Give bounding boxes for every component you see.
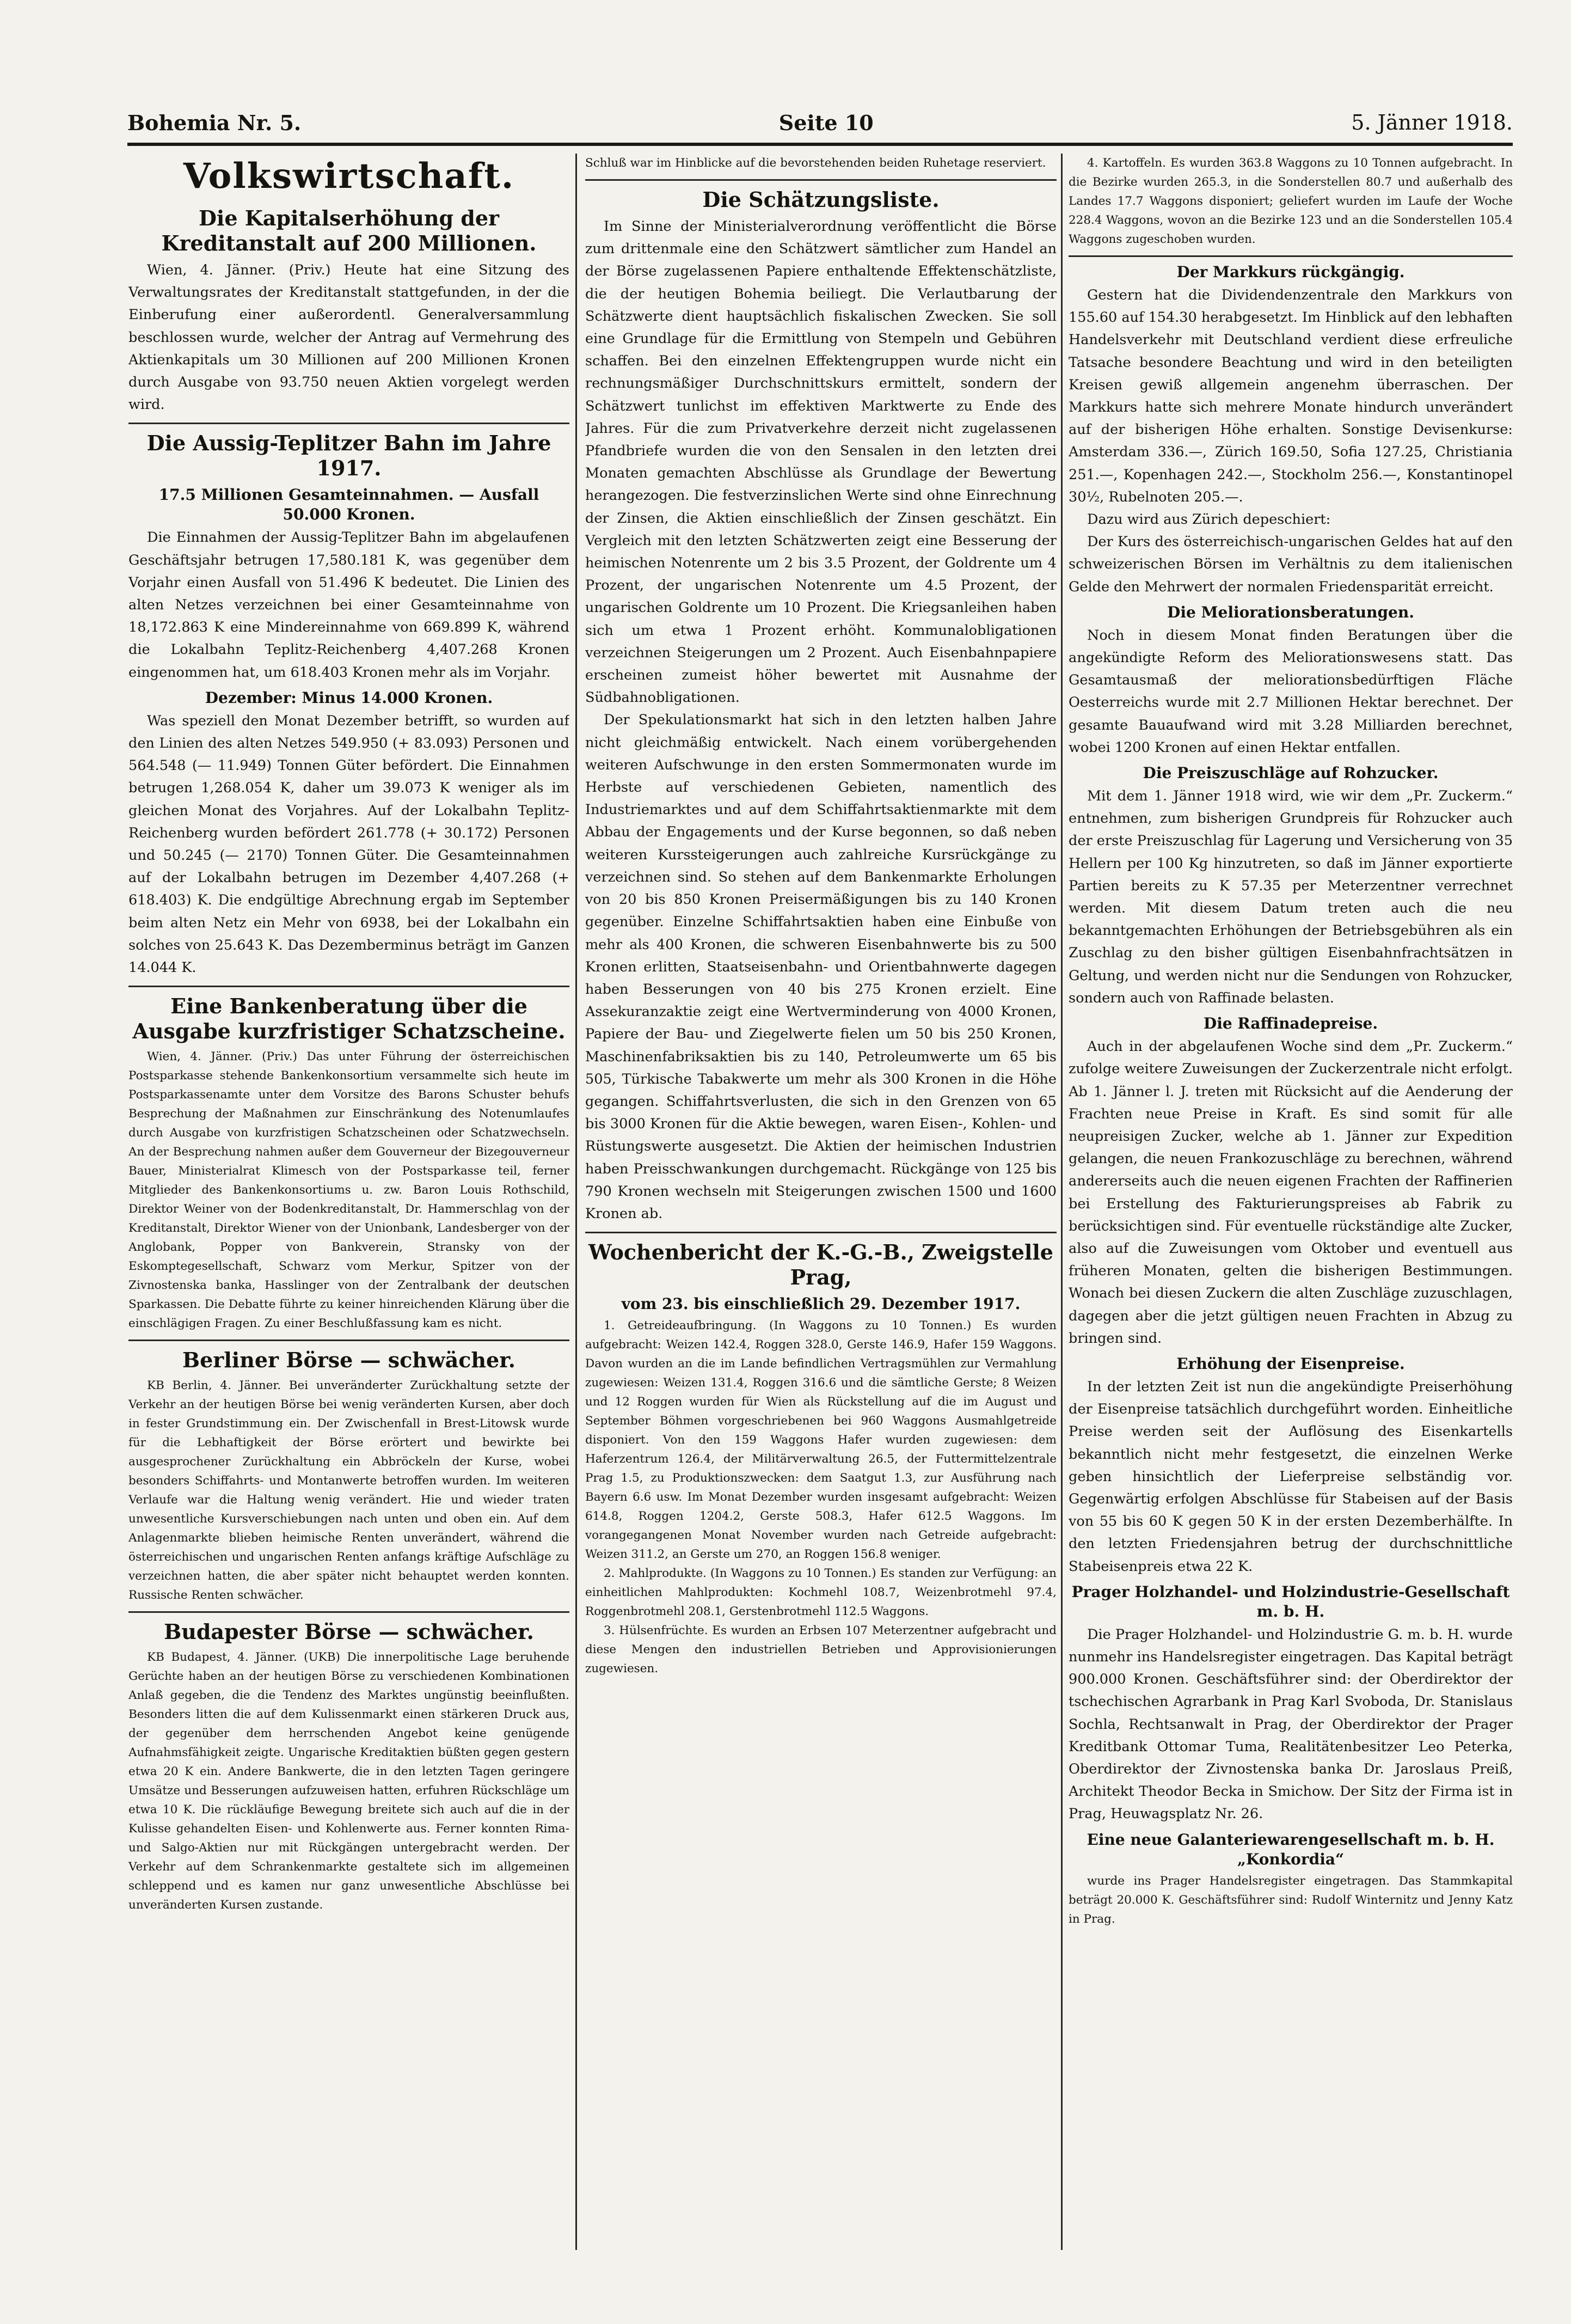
article-headline: Prager Holzhandel- und Holzindustrie-Gesellschaft m. b. H. bbox=[1071, 1582, 1510, 1620]
article-text: 2. Mahlprodukte. (In Waggons zu 10 Tonnen.) Es standen zur Verfügung: an einheitlichen Mahlprodukten: Kochmehl 108.7, Weizenbrotmehl 97.4, Roggenbrotmehl 208.1, Gerstenbrotmehl 112.5 Waggons. bbox=[585, 1567, 1057, 1619]
article-text: Was speziell den Monat Dezember betrifft, so wurden auf den Linien des alten Netzes 549.950 (+ 83.093) Personen und 564.548 (— 11.949) Tonnen Güter befördert. Die Einnahmen betrugen 1,268.054 K, daher um 39.073 K weniger als im gleichen Monat des Vorjahres. Auf der Lokalbahn Teplitz-Reichenberg wurden befördert 261.778 (+ 30.172) Personen und 50.245 (— 2170) Tonnen Güter. Die Gesamteinnahmen auf der Lokalbahn betrugen im Dezember 4,407.268 (+ 618.403) K. Die endgültige Abrechnung ergab im September beim alten Netz ein Mehr von 6938, bei der Lokalbahn ein solches von 25.643 K. Das Dezemberminus beträgt im Ganzen 14.044 K. bbox=[128, 712, 569, 976]
article-text: Die Einnahmen der Aussig-Teplitzer Bahn im abgelaufenen Geschäftsjahr betrugen 17,580.181 K, was gegenüber dem Vorjahr einen Ausfall von 51.496 K bedeutet. Die Linien des alten Netzes verzeichnen bei einer Gesamteinnahme von 18,172.863 K eine Mindereinnahme von 669.899 K, während die Lokalbahn Teplitz-Reichenberg 4,407.268 Kronen eingenommen hat, um 618.403 Kronen mehr als im Vorjahr. bbox=[128, 529, 569, 681]
article-headline: Berliner Börse — schwächer. bbox=[182, 1348, 516, 1373]
article-text: Gestern hat die Dividendenzentrale den Markkurs von 155.60 auf 154.30 herabgesetzt. Im Hinblick auf den lebhaften Handelsverkehr mit Deutschland verdient diese erfreuliche Tatsache besondere Beachtung und wird in den beteiligten Kreisen gewiß allgemein angenehm überraschen. Der Markkurs hatte sich mehrere Monate hindurch unverändert auf der bisherigen Höhe erhalten. Sonstige Devisenkurse: Amsterdam 336.—, Zürich 169.50, Sofia 127.25, Christiania 251.—, Kopenhagen 242.—, Stockholm 256.—, Konstantinopel 30½, Rubelnoten 205.—. bbox=[1069, 287, 1513, 505]
article-text: Schluß war im Hinblicke auf die bevorstehenden beiden Ruhetage reserviert. bbox=[585, 156, 1046, 170]
article-separator bbox=[128, 986, 569, 987]
article-headline: Budapester Börse — schwächer. bbox=[164, 1619, 534, 1644]
article-text: Der Spekulationsmarkt hat sich in den letzten halben Jahre nicht gleichmäßig entwickelt. Nach einem vorübergehenden weiteren Aufschwunge in den ersten Sommermonaten wurde im Herbste auf verschiedenen Gebieten, namentlich des Industriemarktes und auf dem Schiffahrtsaktienmarkte mit dem Abbau der Engagements und der Kurse begonnen, so daß neben weiteren Kurssteigerungen auch zahlreiche Kursrückgänge zu verzeichnen sind. So stehen auf dem Bankenmarkte Erholungen von 20 bis 850 Kronen Preisermäßigungen bis zu 140 Kronen gegenüber. Einzelne Schiffahrtsaktien haben eine Einbuße von mehr als 400 Kronen, die schweren Eisenbahnwerte bis zu 500 Kronen erlitten, Staatseisenbahn- und Orientbahnwerte dagegen haben Besserungen von 40 bis 275 Kronen erzielt. Eine Assekuranzaktie zeigt eine Wertverminderung von 4000 Kronen, Papiere der Bau- und Ziegelwerte fielen um 50 bis 250 Kronen, Maschinenfabriksaktien bis zu 140, Petroleumwerte um 65 bis 505, Türkische Tabakwerte um mehr als 300 Kronen in die Höhe gegangen. Schiffahrtsverlusten, die sich in den Grenzen von 65 bis 3000 Kronen für die Aktie bewegen, waren Eisen-, Kohlen- und Rüstungswerte ausgesetzt. Die Aktien der heimischen Industrien haben Preisschwankungen durchgemacht. Rückgänge von 125 bis 790 Kronen wechseln mit Steigerungen zwischen 1500 und 1600 Kronen ab. bbox=[585, 712, 1057, 1222]
article-text: wurde ins Prager Handelsregister eingetragen. Das Stammkapital beträgt 20.000 K. Geschäftsführer sind: Rudolf Winternitz und Jenny Katz in Prag. bbox=[1069, 1874, 1513, 1926]
article-subheadline: 17.5 Millionen Gesamteinnahmen. — Ausfall 50.000 Kronen. bbox=[158, 486, 539, 524]
article-text: KB Budapest, 4. Jänner. (UKB) Die innerpolitische Lage beruhende Gerüchte haben an der heutigen Börse zu verschiedenen Kombinationen Anlaß gegeben, die die Tendenz des Marktes ungünstig beeinflußten. Besonders litten die auf dem Kulissenmarkt einen stärkeren Druck aus, der gegenüber dem herrschenden Angebot keine genügende Aufnahmsfähigkeit zeigte. Ungarische Kreditaktien büßten gegen gestern etwa 20 K ein. Andere Bankwerte, die in den letzten Tagen geringere Umsätze und Besserungen aufzuweisen hatten, erfuhren Rückschläge um etwa 10 K. Die rückläufige Bewegung breitete sich auch auf die in der Kulisse gehandelten Eisen- und Kohlenwerte aus. Ferner konnten Rima- und Salgo-Aktien nur mit Rückgängen untergebracht werden. Der Verkehr auf dem Schrankenmarkte gestaltete sich im allgemeinen schleppend und es kamen nur ganz unwesentliche Abschlüsse bei unveränderten Kursen zustande. bbox=[128, 1650, 569, 1912]
article-separator bbox=[585, 1232, 1057, 1233]
article-text: Auch in der abgelaufenen Woche sind dem „Pr. Zuckerm.“ zufolge weitere Zuweisungen der Zuckerzentrale nicht erfolgt. Ab 1. Jänner l. J. treten mit Rücksicht auf die Aenderung der Frachten neue Preise in Kraft. Es sind somit für alle neupreisigen Zucker, welche ab 1. Jänner zur Expedition gelangen, die neuen Frankozuschläge zu berechnen, während andererseits auch die neuen eigenen Frachten der Raffinerien bei Erstellung des Fakturierungspreises ab Fabrik zu berücksichtigen sind. Für eventuelle rückständige alte Zucker, also auf die Zuweisungen vom Oktober und eventuell aus früheren Monaten, gelten die bisherigen Bestimmungen. Wonach bei diesen Zuckern die alten Zuschläge zuzuschlagen, dagegen aber die jetzt gültigen neuen Frachten in Abzug zu bringen sind. bbox=[1069, 1038, 1513, 1347]
article-text: Wien, 4. Jänner. (Priv.) Das unter Führung der österreichischen Postsparkasse stehende Bankenkonsortium versammelte sich heute im Postsparkassenamte unter dem Vorsitze des Barons Schuster behufs Besprechung der Maßnahmen zur Einschränkung des Notenumlaufes durch Ausgabe von kurzfristigen Schatzscheinen oder Schatzwechseln. An der Besprechung nahmen außer dem Gouverneur der Bizegouverneur Bauer, Ministerialrat Klimesch von der Postsparkasse teil, ferner Mitglieder des Bankenkonsortiums u. zw. Baron Louis Rothschild, Direktor Weiner von der Bodenkreditanstalt, Dr. Hammerschlag von der Kreditanstalt, Direktor Wiener von der Unionbank, Landesberger von der Anglobank, Popper von Bankverein, Stransky von der Eskomptegesellschaft, Schwarz vom Merkur, Spitzer von der Zivnostenska banka, Hasslinger von der Zentralbank der deutschen Sparkassen. Die Debatte führte zu keiner hinreichenden Klärung über die einschlägigen Fragen. Zu einer Beschlußfassung kam es nicht. bbox=[128, 1050, 569, 1331]
article-separator bbox=[585, 179, 1057, 181]
article-headline: Wochenbericht der K.-G.-B., Zweigstelle Prag, bbox=[588, 1240, 1053, 1290]
article-separator bbox=[128, 1611, 569, 1613]
page-number: Seite 10 bbox=[778, 110, 874, 135]
article-headline: Die Meliorationsberatungen. bbox=[1167, 603, 1414, 621]
article-text: Noch in diesem Monat finden Beratungen über die angekündigte Reform des Meliorationswesens statt. Das Gesamtausmaß der meliorationsbedürftigen Fläche Oesterreichs wurde mit 2.7 Millionen Hektar berechnet. Der gesamte Bauaufwand wird mit 3.28 Milliarden berechnet, wobei 1200 Kronen auf einen Hektar entfallen. bbox=[1069, 627, 1513, 756]
masthead-left: Bohemia Nr. 5. bbox=[127, 110, 302, 135]
article-separator bbox=[1069, 255, 1513, 257]
article-headline: Die Kapitalserhöhung der Kreditanstalt auf 200 Millionen. bbox=[161, 206, 537, 255]
article-separator bbox=[128, 1340, 569, 1341]
article-text: 1. Getreideaufbringung. (In Waggons zu 10 Tonnen.) Es wurden aufgebracht: Weizen 142.4, Roggen 328.0, Gerste 146.9, Hafer 159 Waggons. Davon wurden an die im Lande befindlichen Vertragsmühlen zur Vermahlung zugewiesen: Weizen 131.4, Roggen 316.6 und die sämtliche Gerste; 8 Weizen und 12 Roggen wurden für Wien als Rückstellung auf die im August und September Böhmen vorgeschriebenen bei 960 Waggons Ausmahlgetreide disponiert. Von den 159 Waggons Hafer wurden zugewiesen: dem Haferzentrum 126.4, der Militärverwaltung 26.5, der Futtermittelzentrale Prag 1.5, zu Produktionszwecken: dem Saatgut 1.3, zur Ausführung nach Bayern 6.6 usw. Im Monat Dezember wurden insgesamt aufgebracht: Weizen 614.8, Roggen 1204.2, Gerste 508.3, Hafer 612.5 Waggons. Im vorangegangenen Monat November wurden nach Getreide aufgebracht: Weizen 311.2, an Gerste um 270, an Roggen 156.8 weniger. bbox=[585, 1319, 1057, 1562]
article-text: 4. Kartoffeln. Es wurden 363.8 Waggons zu 10 Tonnen aufgebracht. In die Bezirke wurden 265.3, in die Sonderstellen 80.7 und außerhalb des Landes 17.7 Waggons disponiert; geliefert wurden im Laufe der Woche 228.4 Waggons, wovon an die Bezirke 123 und an die Sonderstellen 105.4 Waggons zugeschoben wurden. bbox=[1069, 156, 1513, 246]
issue-date: 5. Jänner 1918. bbox=[1351, 111, 1513, 134]
article-text: Der Kurs des österreichisch-ungarischen Geldes hat auf den schweizerischen Börsen im Verhältnis zu dem italienischen Gelde den Mehrwert der normalen Friedensparität erreicht. bbox=[1069, 534, 1513, 595]
article-headline: Die Schätzungsliste. bbox=[702, 187, 940, 212]
section-title: Volkswirtschaft. bbox=[183, 156, 515, 197]
column-divider bbox=[575, 154, 577, 2250]
article-headline: Die Preiszuschläge auf Rohzucker. bbox=[1143, 764, 1439, 782]
article-headline: Eine neue Galanteriewarengesellschaft m. b. H. „Konkordia“ bbox=[1087, 1830, 1495, 1868]
article-headline: Der Markkurs rückgängig. bbox=[1176, 263, 1405, 281]
article-text: KB Berlin, 4. Jänner. Bei unveränderter Zurückhaltung setzte der Verkehr an der heutigen Börse bei wenig veränderten Kursen, aber doch in fester Grundstimmung ein. Der Zwischenfall in Brest-Litowsk wurde für die Lebhaftigkeit der Börse erörtert und bewirkte bei ausgesprochener Zurückhaltung ein Abbröckeln der Kurse, wobei besonders Schiffahrts- und Montanwerte betroffen wurden. Im weiteren Verlaufe war die Haltung wenig verändert. Hie und wieder traten unwesentliche Kursverschiebungen nach unten und oben ein. Auf dem Anlagenmarkte blieben heimische Renten unverändert, während die österreichischen und ungarischen Renten anfangs kräftige Aufschläge zu verzeichnen hatten, die aber später nicht behauptet werden konnten. Russische Renten schwächer. bbox=[128, 1379, 569, 1603]
article-text: Mit dem 1. Jänner 1918 wird, wie wir dem „Pr. Zuckerm.“ entnehmen, zum bisherigen Grundpreis für Rohzucker auch der erste Preiszuschlag für Lagerung und Versicherung von 35 Hellern per 100 Kg hinzutreten, so daß im Jänner exportierte Partien bereits zu K 57.35 per Meterzentner verrechnet werden. Mit diesem Datum treten auch die neu bekanntgemachten Erhöhungen der Betriebsgebühren als ein Zuschlag zu den bisher gültigen Eisenbahnfrachtsätzen in Geltung, und werden nicht nur die Sendungen von Rohzucker, sondern auch von Raffinade belasten. bbox=[1069, 788, 1513, 1006]
article-text: In der letzten Zeit ist nun die angekündigte Preiserhöhung der Eisenpreise tatsächlich durchgeführt worden. Einheitliche Preise werden seit der Auflösung des Eisenkartells bekanntlich nicht mehr festgesetzt, die einzelnen Werke geben hinsichtlich der Lieferpreise selbständig vor. Gegenwärtig erfolgen Abschlüsse für Stabeisen auf der Basis von 55 bis 60 K gegen 50 K in der ersten Dezemberhälfte. In den letzten Friedensjahren betrug der durchschnittliche Stabeisenpreis etwa 22 K. bbox=[1069, 1378, 1513, 1575]
column-2 bbox=[585, 154, 1057, 2250]
header-rule bbox=[127, 143, 1513, 146]
article-text: Im Sinne der Ministerialverordnung veröffentlicht die Börse zum drittenmale eine den Schätzwert sämtlicher zum Handel an der Börse zugelassenen Papiere enthaltende Effektenschätzliste, die der heutigen Bohemia beiliegt. Die Verlautbarung der Schätzwerte dient hauptsächlich fiskalischen Zwecken. Sie soll eine Grundlage für die Ermittlung von Stempeln und Gebühren schaffen. Bei den einzelnen Effektengruppen wurde nicht ein rechnungsmäßiger Durchschnittskurs ermittelt, sondern der Schätzwert tunlichst im effektiven Marktwerte zu Ende des Jahres. Für die zum Privatverkehre derzeit nicht zugelassenen Pfandbriefe wurden die von den Sensalen in den letzten drei Monaten gemachten Abschlüsse als Grundlage der Bewertung herangezogen. Die festverzinslichen Werte sind ohne Einrechnung der Zinsen, die Aktien einschließlich der Zinsen geschätzt. Ein Vergleich mit den letzten Schätzwerten zeigt eine Besserung der heimischen Notenrente um 2 bis 3.5 Prozent, der Goldrente um 4 Prozent, der ungarischen Notenrente um 4.5 Prozent, der ungarischen Goldrente um 10 Prozent. Die Kriegsanleihen haben sich um etwa 1 Prozent erhöht. Kommunalobligationen verzeichnen Steigerungen um 2 Prozent. Auch Eisenbahnpapiere erscheinen zumeist höher bewertet mit Ausnahme der Südbahnobligationen. bbox=[585, 218, 1057, 706]
page-header bbox=[127, 106, 1513, 139]
column-3 bbox=[1069, 154, 1513, 2250]
article-text: Dazu wird aus Zürich depeschiert: bbox=[1087, 511, 1331, 528]
article-headline: Die Raffinadepreise. bbox=[1203, 1014, 1378, 1033]
article-text: 3. Hülsenfrüchte. Es wurden an Erbsen 107 Meterzentner aufgebracht und diese Mengen den industriellen Betrieben und Approvisionierungen zugewiesen. bbox=[585, 1624, 1057, 1676]
article-headline: Eine Bankenberatung über die Ausgabe kurzfristiger Schatzscheine. bbox=[132, 994, 566, 1044]
column-divider bbox=[1061, 154, 1063, 2250]
article-subheadline: Dezember: Minus 14.000 Kronen. bbox=[205, 688, 493, 707]
article-separator bbox=[128, 423, 569, 424]
article-text: Die Prager Holzhandel- und Holzindustrie G. m. b. H. wurde nunmehr ins Handelsregister eingetragen. Das Kapital beträgt 900.000 Kronen. Geschäftsführer sind: der Oberdirektor der tschechischen Agrarbank in Prag Karl Svoboda, Dr. Stanislaus Sochla, Rechtsanwalt in Prag, der Oberdirektor der Prager Kreditbank Ottomar Tuma, Realitätenbesitzer Leo Peterka, Oberdirektor der Zivnostenska banka Dr. Jaroslaus Preiß, Architekt Theodor Becka in Smichow. Der Sitz der Firma ist in Prag, Heuwagsplatz Nr. 26. bbox=[1069, 1626, 1513, 1822]
article-text: Wien, 4. Jänner. (Priv.) Heute hat eine Sitzung des Verwaltungsrates der Kreditanstalt stattgefunden, in der die Einberufung einer außerordentl. Generalversammlung beschlossen wurde, welcher der Antrag auf Vermehrung des Aktienkapitals um 30 Millionen auf 200 Millionen Kronen durch Ausgabe von 93.750 neuen Aktien vorgelegt werden wird. bbox=[128, 262, 569, 413]
article-subheadline: vom 23. bis einschließlich 29. Dezember 1917. bbox=[621, 1295, 1021, 1313]
column-1 bbox=[128, 154, 569, 2250]
article-headline: Die Aussig-Teplitzer Bahn im Jahre 1917. bbox=[146, 431, 551, 481]
article-headline: Erhöhung der Eisenpreise. bbox=[1176, 1354, 1405, 1373]
